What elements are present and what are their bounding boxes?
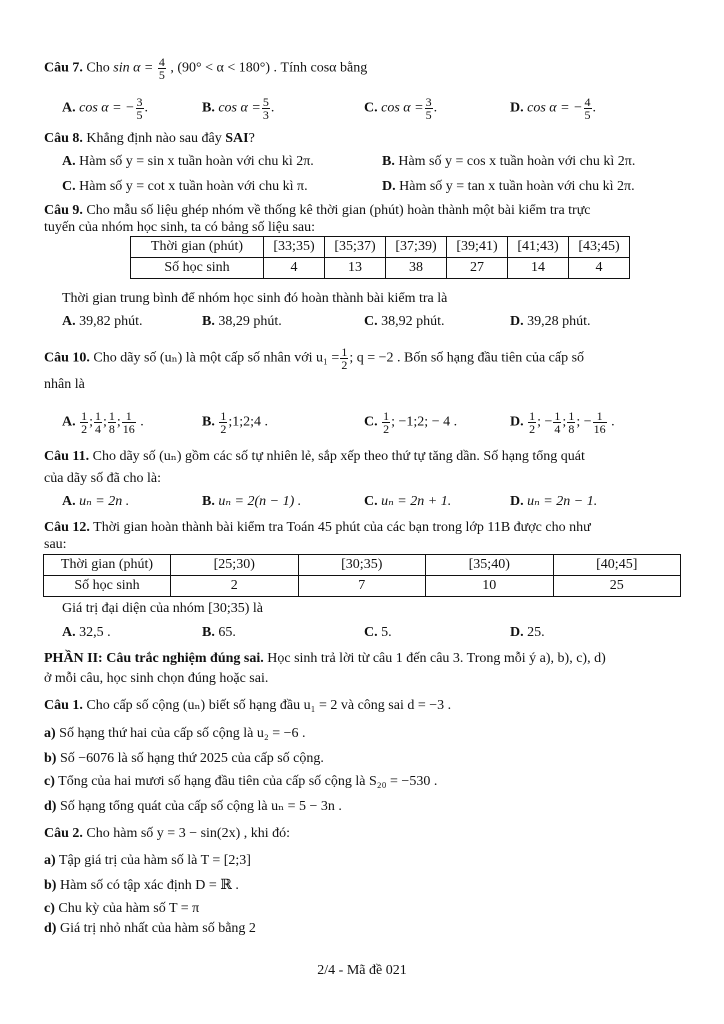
q9-stem-line2: tuyến của nhóm học sinh, ta có bảng số liệu sau: [44,220,315,235]
q12-option-b: B. 65. [202,625,236,640]
q8-option-a: A. Hàm số y = sin x tuần hoàn với chu kì 2π. [62,154,314,169]
q11-stem-line1: Câu 11. Cho dãy số (uₙ) gồm các số tự nhiên lẻ, sắp xếp theo thứ tự tăng dần. Số hạng tổng quát [44,449,585,464]
part2-heading: PHẦN II: Câu trắc nghiệm đúng sai. Học sinh trả lời từ câu 1 đến câu 3. Trong mỗi ý a), b), c), d) [44,651,606,666]
q12-option-d: D. 25. [510,625,545,640]
q10-option-c: C. $\frac{1}{2}$ ; −1;2; − 4 . [364,409,458,436]
q12-stem-line2: sau: [44,537,67,552]
q10-option-b: B. $\frac{1}{2}$ ;1;2;4 . [202,409,269,436]
q7-text-a: Cho [86,60,110,76]
p2q2-item-c: c) Chu kỳ của hàm số T = π [44,901,200,916]
q12-option-a: A. 32,5 . [62,625,111,640]
p2q2-item-d: d) Giá trị nhỏ nhất của hàm số bằng 2 [44,921,256,936]
q7-fraction: $\frac{4}{5}$ [158,55,165,82]
q8-option-c: C. Hàm số y = cot x tuần hoàn với chu kì π. [62,179,308,194]
q12-question: Giá trị đại diện của nhóm [30;35) là [62,601,263,616]
q7-option-a: A. cos α = − $\frac{3}{5}$ . [62,95,149,122]
q7-option-b: B. cos α = $\frac{5}{3}$ . [202,95,275,122]
q9-stem-line1: Câu 9. Cho mẫu số liệu ghép nhóm về thống kê thời gian (phút) hoàn thành một bài kiểm tra trực [44,203,591,218]
p2q1-item-b: b) Số −6076 là số hạng thứ 2025 của cấp số cộng. [44,751,324,766]
q11-option-d: D. uₙ = 2n − 1. [510,494,598,509]
p2q1-item-d: d) Số hạng tổng quát của cấp số cộng là uₙ = 5 − 3n . [44,799,342,814]
p2q1-stem: Câu 1. Cho cấp số cộng (uₙ) biết số hạng đầu u₁ = 2 và công sai d = −3 . [44,698,452,713]
p2q1-item-a: a) Số hạng thứ hai của cấp số cộng là u₂ = −6 . [44,726,306,741]
q7-condition: , (90° < α < 180°) [170,60,271,76]
q7-stem [44,56,367,81]
p2q2-stem: Câu 2. Cho hàm số y = 3 − sin(2x) , khi đó: [44,826,291,841]
q7-label: Câu 7. [44,60,83,76]
q10-stem-line2: nhân là [44,377,85,392]
q9-data-table [130,236,630,279]
q8-stem: Câu 8. Khẳng định nào sau đây SAI? [44,131,255,146]
part2-heading-line2: ở mỗi câu, học sinh chọn đúng hoặc sai. [44,671,269,686]
q11-stem-line2: của dãy số đã cho là: [44,471,162,486]
q7-option-c: C. cos α = $\frac{3}{5}$ . [364,95,438,122]
q12-option-c: C. 5. [364,625,392,640]
q11-option-a: A. uₙ = 2n . [62,494,130,509]
q9-option-c: C. 38,92 phút. [364,314,445,329]
p2q1-item-c: c) Tổng của hai mươi số hạng đầu tiên của cấp số cộng là S₂₀ = −530 . [44,774,438,789]
q11-option-c: C. uₙ = 2n + 1. [364,494,452,509]
table-row: Thời gian (phút) [25;30) [30;35) [35;40) [40;45] [44,555,681,576]
q9-option-d: D. 39,28 phút. [510,314,591,329]
q7-option-d: D. cos α = − $\frac{4}{5}$ . [510,95,597,122]
q8-option-b: B. Hàm số y = cos x tuần hoàn với chu kì 2π. [382,154,636,169]
q10-option-a: A. $\frac{1}{2}$ ; $\frac{1}{4}$ ; $\frac{1}{8}$ ; $\frac{1}{16}$ . [62,409,144,436]
q12-data-table [43,554,681,597]
page-footer: 2/4 - Mã đề 021 [317,963,407,978]
table-row: Số học sinh 2 7 10 25 [44,576,681,597]
q9-option-a: A. 39,82 phút. [62,314,143,329]
q9-question: Thời gian trung bình để nhóm học sinh đó hoàn thành bài kiểm tra là [62,291,448,306]
q10-option-d: D. $\frac{1}{2}$ ; − $\frac{1}{4}$ ; $\frac{1}{8}$ ; − $\frac{1}{16}$ . [510,409,615,436]
q7-tail: . Tính cosα bằng [273,60,368,76]
q12-stem-line1: Câu 12. Thời gian hoàn thành bài kiểm tra Toán 45 phút của các bạn trong lớp 11B được cho như [44,520,591,535]
q8-option-d: D. Hàm số y = tan x tuần hoàn với chu kì 2π. [382,179,635,194]
p2q2-item-b: b) Hàm số có tập xác định D = ℝ . [44,878,239,893]
q11-option-b: B. uₙ = 2(n − 1) . [202,494,302,509]
table-row: Số học sinh 4 13 38 27 14 4 [131,258,630,279]
q10-stem: Câu 10. Cho dãy số (uₙ) là một cấp số nhân với u₁ = $\frac{1}{2}$ ; q = −2 . Bốn số hạng đầu tiên của cấp số [44,345,585,372]
q7-sin: sin α = [113,60,154,76]
table-row: Thời gian (phút) [33;35) [35;37) [37;39) [39;41) [41;43) [43;45) [131,237,630,258]
q9-option-b: B. 38,29 phút. [202,314,282,329]
p2q2-item-a: a) Tập giá trị của hàm số là T = [2;3] [44,853,251,868]
